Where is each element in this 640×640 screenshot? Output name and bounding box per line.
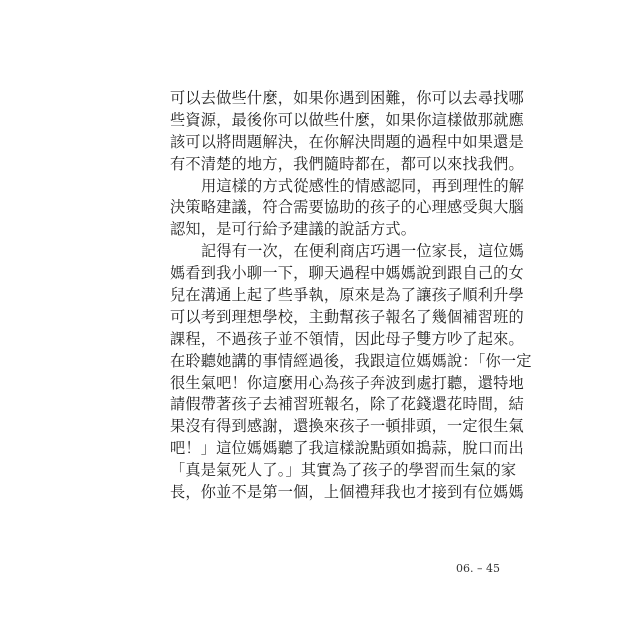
text-line: 吧！」這位媽媽聽了我這樣說點頭如搗蒜，脫口而出 <box>170 439 524 458</box>
text-line: 可以考到理想學校，主動幫孩子報名了幾個補習班的 <box>170 307 524 326</box>
text-line: 認知，是可行給予建議的說話方式。 <box>170 220 417 239</box>
text-line: 該可以將問題解決，在你解決問題的過程中如果還是 <box>170 132 524 151</box>
body-text <box>170 88 532 504</box>
text-line: 用這樣的方式從感性的情感認同，再到理性的解 <box>201 176 525 195</box>
text-line: 兒在溝通上起了些爭執，原來是為了讓孩子順利升學 <box>170 286 524 305</box>
text-line: 些資源，最後你可以做些什麼，如果你這樣做那就應 <box>170 110 524 129</box>
text-line: 課程，不過孩子並不領情，因此母子雙方吵了起來。 <box>170 329 524 348</box>
text-line: 可以去做些什麼，如果你遇到困難，你可以去尋找哪 <box>170 89 524 107</box>
text-line: 果沒有得到感謝，還換來孩子一頓排頭，一定很生氣 <box>170 417 524 436</box>
text-line: 媽看到我小聊一下，聊天過程中媽媽說到跟自己的女 <box>170 264 524 283</box>
text-line: 在聆聽她講的事情經過後，我跟這位媽媽說：「你一定 <box>170 351 532 370</box>
text-line: 請假帶著孩子去補習班報名，除了花錢還花時間，結 <box>170 395 524 414</box>
text-line: 「真是氣死人了。」其實為了孩子的學習而生氣的家 <box>170 461 517 480</box>
text-line: 長，你並不是第一個，上個禮拜我也才接到有位媽媽 <box>170 483 524 502</box>
page-number: 06. – 45 <box>456 562 500 575</box>
text-line: 有不清楚的地方，我們隨時都在，都可以來找我們。 <box>170 154 524 173</box>
text-line: 決策略建議，符合需要協助的孩子的心理感受與大腦 <box>170 198 524 217</box>
text-line: 很生氣吧！你這麼用心為孩子奔波到處打聽，還特地 <box>170 373 524 392</box>
text-line: 記得有一次，在便利商店巧遇一位家長，這位媽 <box>201 242 525 261</box>
